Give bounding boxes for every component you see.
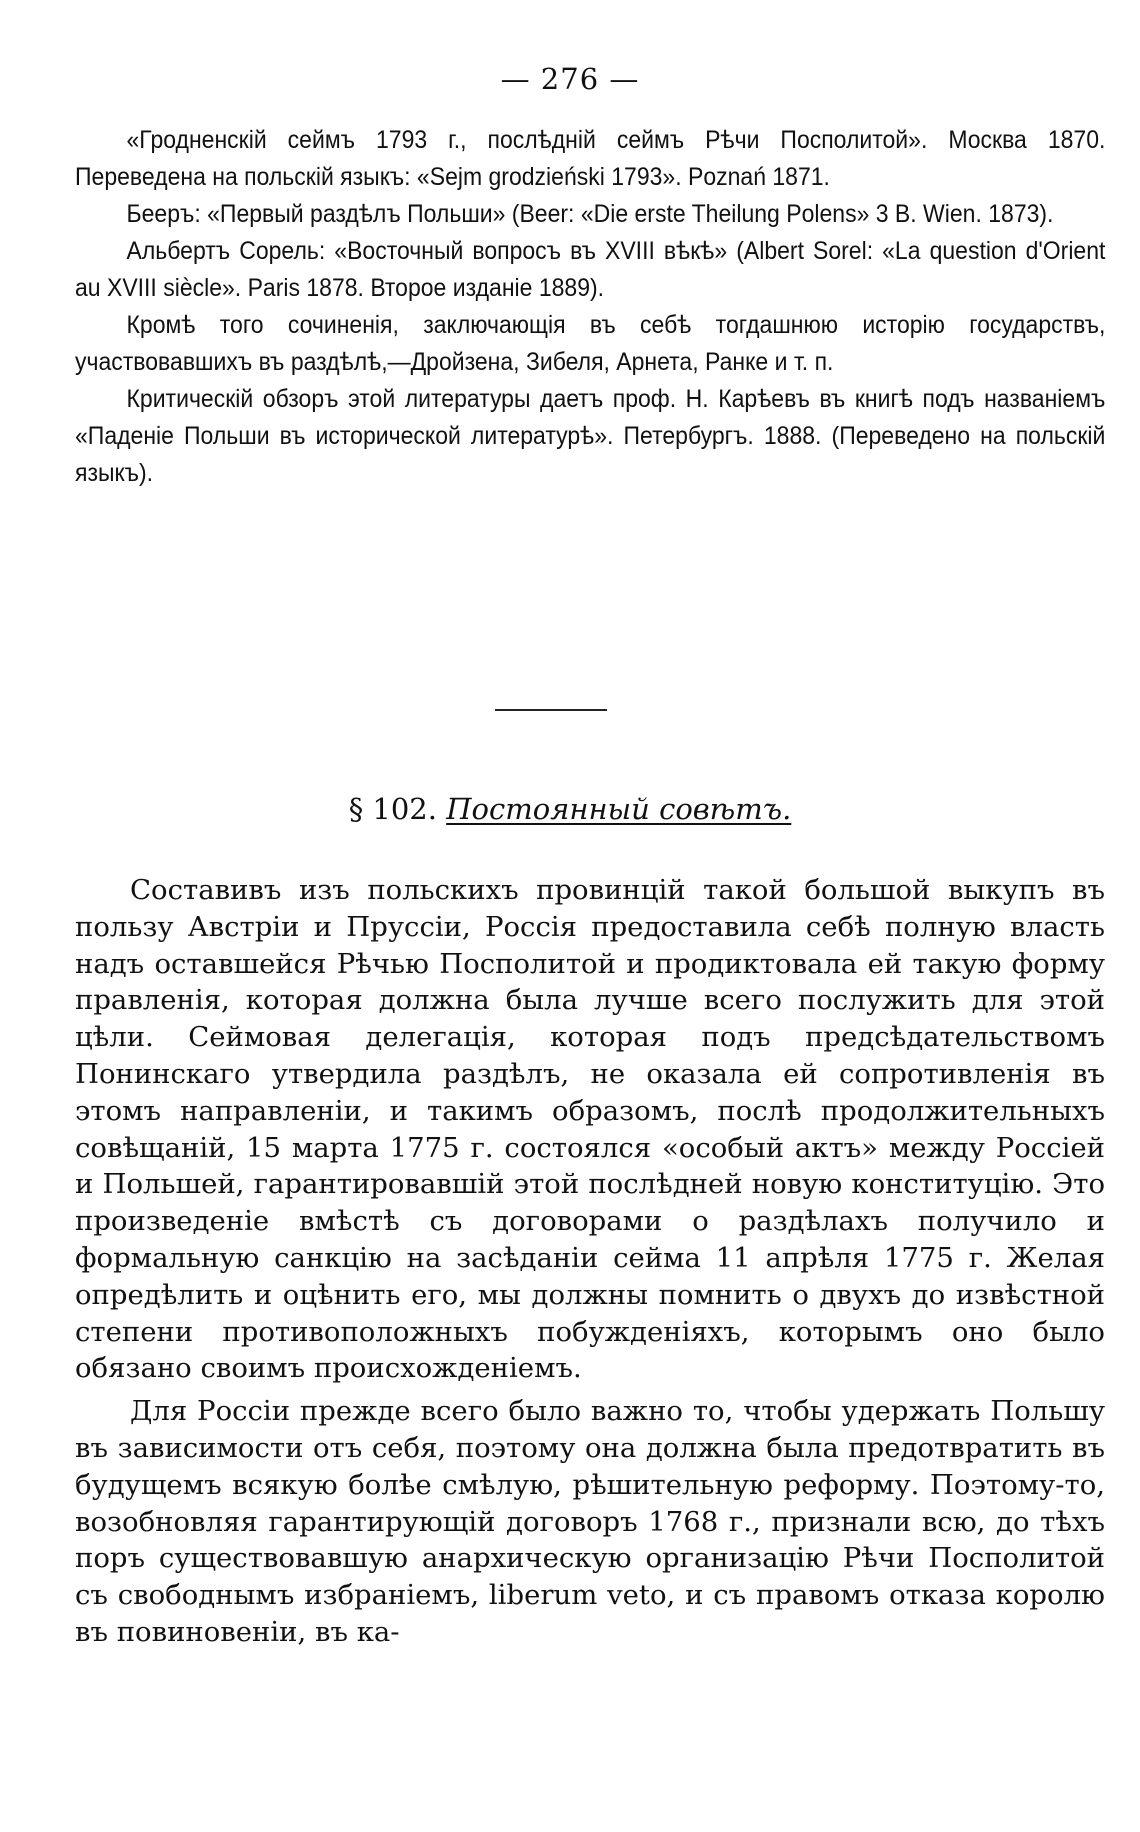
paragraph: Составивъ изъ польскихъ провинцій такой большой выкупъ въ пользу Австріи и Пруссіи, Россія предоставила себѣ полную власть надъ оставшейся Рѣчью Посполитой и продиктовала ей такую форму правленія, которая должна была лучше всего послужить для этой цѣли. Сеймовая делегація, которая подъ предсѣдательствомъ Понинскаго утвердила раздѣлъ, не оказала ей сопротивленія въ этомъ направленіи, и такимъ образомъ, послѣ продолжительныхъ совѣщаній, 15 марта 1775 г. состоялся «особый актъ» между Россіей и Польшей, гарантировавшій этой послѣдней новую конституцію. Это произведеніе вмѣстѣ съ договорами о раздѣлахъ получило и формальную санкцію на засѣданіи сейма 11 апрѣля 1775 г. Желая опредѣлить и оцѣнить его, мы должны помнить о двухъ до извѣстной степени противоположныхъ побужденіяхъ, которымъ оно было обязано своимъ происхожденіемъ.	[75, 874, 1105, 1385]
bibliography-entry: Бееръ: «Первый раздѣлъ Польши» (Beer: «Die erste Theilung Polens» 3 B. Wien. 1873).	[126, 200, 1054, 228]
page-number: — 276 —	[500, 62, 640, 96]
paragraph: Для Россіи прежде всего было важно то, чтобы удержать Польшу въ зависимости отъ себя, поэтому она должна была предотвратить въ будущемъ всякую болѣе смѣлую, рѣшительную реформу. Поэтому-то, возобновляя гарантирующій договоръ 1768 г., признали всю, до тѣхъ поръ существовавшую анархическую организацію Рѣчи Посполитой съ свободнымъ избраніемъ, liberum veto, и съ правомъ отказа королю въ повиновеніи, въ ка-	[75, 1395, 1105, 1648]
bibliography-entry: Кромѣ того сочиненія, заключающія въ себѣ тогдашнюю исторію государствъ, участвовавшихъ въ раздѣлѣ,—Дройзена, Зибеля, Арнета, Ранке и т. п.	[75, 311, 1106, 376]
bibliography-entry: «Гродненскій сеймъ 1793 г., послѣдній сеймъ Рѣчи Посполитой». Москва 1870. Переведена на польскій языкъ: «Sejm grodzieński 1793». Poznań 1871.	[75, 126, 1106, 191]
bibliography-block	[75, 122, 1105, 492]
main-text	[75, 872, 1105, 1651]
section-number: § 102.	[348, 792, 437, 826]
bibliography-entry: Альбертъ Сорель: «Восточный вопросъ въ XVIII вѣкѣ» (Albert Sorel: «La question d'Orient au XVIII siècle». Paris 1878. Второе изданіе 1889).	[75, 237, 1106, 302]
section-divider	[495, 709, 607, 711]
section-title: Постоянный совѣтъ.	[446, 792, 792, 826]
bibliography-entry: Критическій обзоръ этой литературы даетъ проф. Н. Карѣевъ въ книгѣ подъ названіемъ «Паденіе Польши въ исторической литературѣ». Петербургъ. 1888. (Переведено на польскій языкъ).	[75, 385, 1106, 487]
section-heading	[0, 792, 1140, 826]
